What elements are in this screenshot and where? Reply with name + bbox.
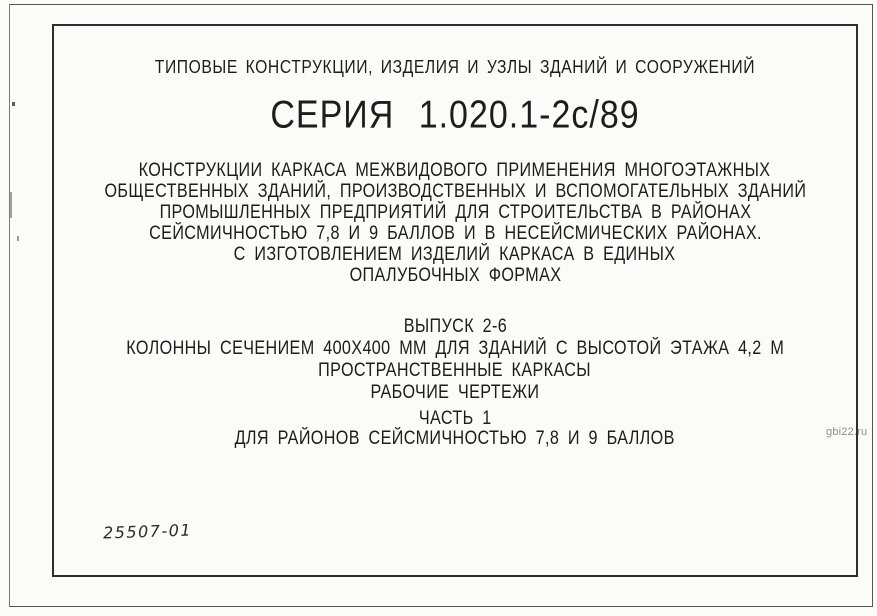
issue-line xyxy=(52,336,858,358)
description-line xyxy=(52,200,858,221)
issue-title-text: ВЫПУСК 2-6 xyxy=(403,315,507,337)
scan-speck xyxy=(12,102,15,106)
description-line-text: С ИЗГОТОВЛЕНИЕМ ИЗДЕЛИЙ КАРКАСА В ЕДИНЫХ xyxy=(234,243,676,265)
description-line-text: СЕЙСМИЧНОСТЬЮ 7,8 И 9 БАЛЛОВ И В НЕСЕЙСМИЧЕСКИХ РАЙОНАХ. xyxy=(148,222,762,244)
description-block xyxy=(52,158,858,284)
part-title xyxy=(52,406,858,429)
scan-speck xyxy=(17,236,19,241)
site-watermark-text: gbi22.ru xyxy=(826,426,868,438)
part-subtitle-text: ДЛЯ РАЙОНОВ СЕЙСМИЧНОСТЬЮ 7,8 И 9 БАЛЛОВ xyxy=(234,427,676,449)
document-number xyxy=(103,520,193,542)
description-line-text: КОНСТРУКЦИИ КАРКАСА МЕЖВИДОВОГО ПРИМЕНЕНИЯ МНОГОЭТАЖНЫХ xyxy=(139,159,771,181)
site-watermark xyxy=(826,426,867,438)
part-block xyxy=(52,406,858,449)
description-line xyxy=(52,158,858,179)
issue-block xyxy=(52,314,858,402)
part-subtitle xyxy=(52,426,858,449)
description-line xyxy=(52,221,858,242)
description-line xyxy=(52,242,858,263)
header-line xyxy=(52,54,858,78)
part-title-text: ЧАСТЬ 1 xyxy=(418,407,492,429)
issue-title xyxy=(52,314,858,336)
description-line-text: ОБЩЕСТВЕННЫХ ЗДАНИЙ, ПРОИЗВОДСТВЕННЫХ И ВСПОМОГАТЕЛЬНЫХ ЗДАНИЙ xyxy=(104,180,806,202)
description-line xyxy=(52,179,858,200)
issue-line xyxy=(52,380,858,402)
issue-line xyxy=(52,358,858,380)
scan-speck xyxy=(10,192,12,218)
series-title-text: СЕРИЯ 1.020.1-2с/89 xyxy=(270,93,640,137)
description-line-text: ОПАЛУБОЧНЫХ ФОРМАХ xyxy=(349,264,561,286)
issue-line-text: РАБОЧИЕ ЧЕРТЕЖИ xyxy=(370,381,540,403)
issue-line-text: ПРОСТРАНСТВЕННЫЕ КАРКАСЫ xyxy=(318,359,592,381)
document-number-text: 25507-01 xyxy=(102,520,193,543)
issue-line-text: КОЛОННЫ СЕЧЕНИЕМ 400Х400 ММ ДЛЯ ЗДАНИЙ С ВЫСОТОЙ ЭТАЖА 4,2 М xyxy=(126,337,784,359)
series-title xyxy=(52,92,858,139)
description-line xyxy=(52,263,858,284)
header-line-text: ТИПОВЫЕ КОНСТРУКЦИИ, ИЗДЕЛИЯ И УЗЛЫ ЗДАНИЙ И СООРУЖЕНИЙ xyxy=(154,57,756,78)
description-line-text: ПРОМЫШЛЕННЫХ ПРЕДПРИЯТИЙ ДЛЯ СТРОИТЕЛЬСТВА В РАЙОНАХ xyxy=(159,201,751,223)
